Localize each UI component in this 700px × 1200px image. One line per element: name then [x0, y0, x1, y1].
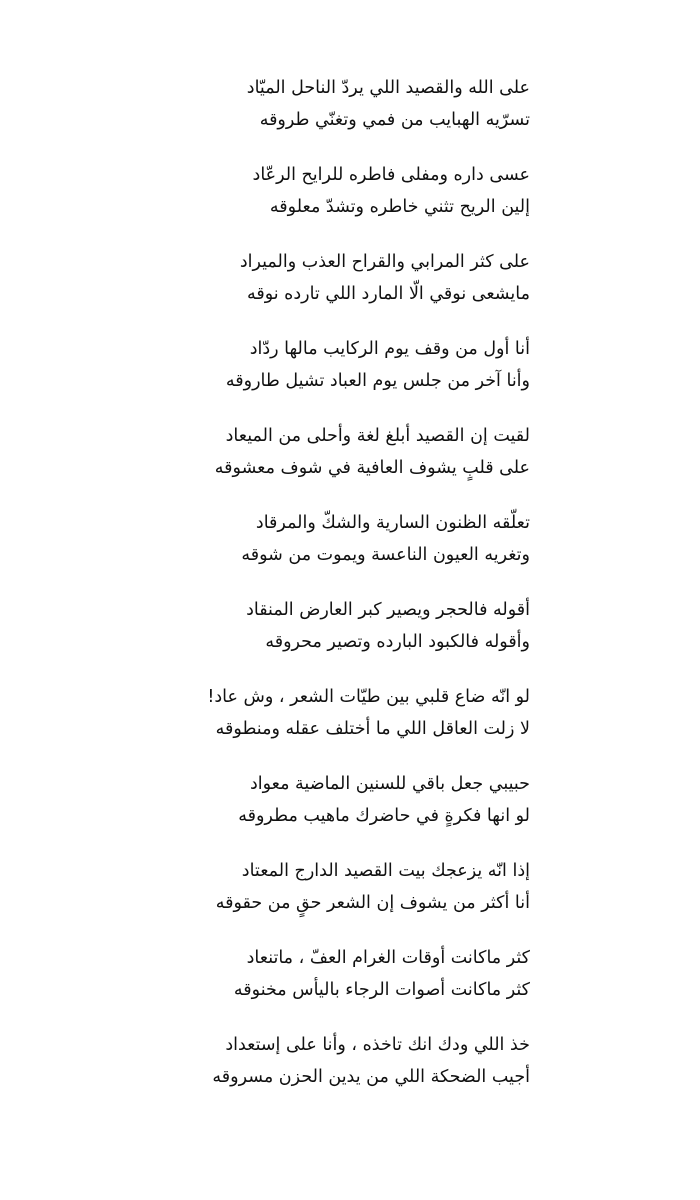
- stanza-8: [100, 681, 530, 768]
- verse-line: لا زلت العاقل اللي ما أختلف عقله ومنطوقه: [215, 719, 530, 739]
- verse-line: تسرّيه الهبايب من فمي وتغنّي طروقه: [259, 110, 530, 130]
- verse-line: على قلبٍ يشوف العافية في شوف معشوقه: [214, 458, 530, 478]
- verse-line: تعلّقه الظنون السارية والشكّ والمرقاد: [255, 513, 530, 533]
- stanza-2: [100, 159, 530, 246]
- verse-line: كثر ماكانت أوقات الغرام العفّ ، ماتنعاد: [246, 948, 530, 968]
- stanza-12: [100, 1029, 530, 1116]
- verse-line: وأقوله فالكبود البارده وتصير محروقه: [265, 632, 530, 652]
- verse-line: على كثر المرابي والقراح العذب والميراد: [239, 252, 530, 272]
- verse-line: وتغريه العيون الناعسة ويموت من شوقه: [241, 545, 530, 565]
- verse-line: أجيب الضحكة اللي من يدين الحزن مسروقه: [212, 1067, 530, 1087]
- stanza-5: [100, 420, 530, 507]
- poem: [100, 72, 530, 1116]
- verse-line: حبيبي جعل باقي للسنين الماضية معواد: [249, 774, 530, 794]
- verse-line: على الله والقصيد اللي يردّ الناحل الميّاد: [246, 78, 530, 98]
- stanza-11: [100, 942, 530, 1029]
- verse-line: إلين الريح تثني خاطره وتشدّ معلوقه: [269, 197, 530, 217]
- stanza-9: [100, 768, 530, 855]
- verse-line: لو انها فكرةٍ في حاضرك ماهيب مطروقه: [238, 806, 530, 826]
- stanza-4: [100, 333, 530, 420]
- verse-line: خذ اللي ودك انك تاخذه ، وأنا على إستعداد: [225, 1035, 530, 1055]
- stanza-10: [100, 855, 530, 942]
- verse-line: مايشعى نوقي الّا المارد اللي تارده نوقه: [246, 284, 530, 304]
- verse-line: لو انّه ضاع قلبي بين طيّات الشعر ، وش عاد!: [207, 687, 530, 707]
- verse-line: لقيت إن القصيد أبلغ لغة وأحلى من الميعاد: [225, 426, 530, 446]
- verse-line: أنا أول من وقف يوم الركايب مالها ردّاد: [249, 339, 530, 359]
- stanza-7: [100, 594, 530, 681]
- verse-line: إذا انّه يزعجك بيت القصيد الدارج المعتاد: [241, 861, 530, 881]
- stanza-6: [100, 507, 530, 594]
- verse-line: عسى داره ومفلى فاطره للرايح الرعّاد: [252, 165, 530, 185]
- stanza-1: [100, 72, 530, 159]
- verse-line: وأنا آخر من جلس يوم العباد تشيل طاروقه: [225, 371, 530, 391]
- stanza-3: [100, 246, 530, 333]
- verse-line: أنا أكثر من يشوف إن الشعر حقٍ من حقوقه: [215, 893, 530, 913]
- verse-line: أقوله فالحجر ويصير كبر العارض المنقاد: [246, 600, 530, 620]
- verse-line: كثر ماكانت أصوات الرجاء باليأس مخنوقه: [233, 980, 530, 1000]
